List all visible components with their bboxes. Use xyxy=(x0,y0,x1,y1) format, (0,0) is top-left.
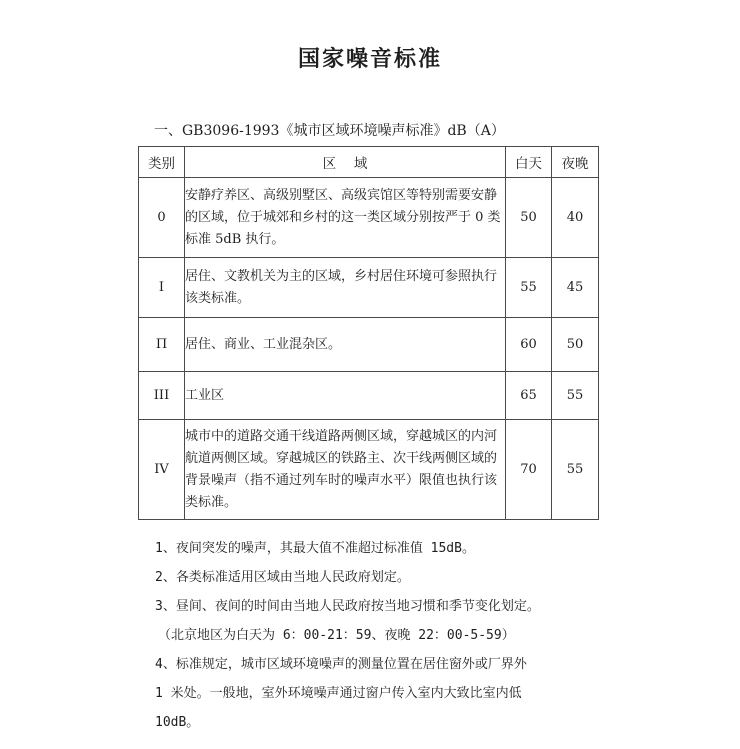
row-area: 居住、商业、工业混杂区。 xyxy=(185,318,506,372)
row-day: 60 xyxy=(506,318,552,372)
row-day: 70 xyxy=(506,420,552,520)
row-category: Π xyxy=(139,318,185,372)
row-night: 40 xyxy=(552,178,599,258)
row-area: 城市中的道路交通干线道路两侧区域，穿越城区的内河航道两侧区域。穿越城区的铁路主、次干线两侧区域的背景噪声（指不通过列车时的噪声水平）限值也执行该类标准。 xyxy=(185,420,506,520)
note-4-line-1: 4、标准规定，城市区域环境噪声的测量位置在居住窗外或厂界外 xyxy=(155,657,527,672)
header-area: 区 域 xyxy=(185,147,506,178)
note-4-line-2: 1 米处。一般地，室外环境噪声通过窗户传入室内大致比室内低 xyxy=(155,686,522,701)
table-row xyxy=(139,258,599,318)
row-category: 0 xyxy=(139,178,185,258)
row-night: 55 xyxy=(552,420,599,520)
row-day: 65 xyxy=(506,372,552,420)
table-header-row xyxy=(139,147,599,178)
table-row xyxy=(139,178,599,258)
noise-standard-table xyxy=(138,146,599,520)
note-2: 2、各类标准适用区域由当地人民政府划定。 xyxy=(155,570,410,585)
note-3-detail: （北京地区为白天为 6：00-21：59、夜晚 22：00-5-59） xyxy=(158,628,515,643)
table-row xyxy=(139,318,599,372)
row-night: 50 xyxy=(552,318,599,372)
row-day: 50 xyxy=(506,178,552,258)
page-title: 国家噪音标准 xyxy=(297,47,442,72)
header-category: 类别 xyxy=(139,147,185,178)
row-category: III xyxy=(139,372,185,420)
header-day: 白天 xyxy=(506,147,552,178)
row-night: 55 xyxy=(552,372,599,420)
section-subtitle: 一、GB3096-1993《城市区域环境噪声标准》dB（A） xyxy=(154,123,505,139)
row-night: 45 xyxy=(552,258,599,318)
row-category: IV xyxy=(139,420,185,520)
notes-section xyxy=(155,534,605,737)
note-1: 1、夜间突发的噪声，其最大值不准超过标准值 15dB。 xyxy=(155,541,475,556)
table-row xyxy=(139,420,599,520)
note-3: 3、昼间、夜间的时间由当地人民政府按当地习惯和季节变化划定。 xyxy=(155,599,540,614)
row-area: 安静疗养区、高级别墅区、高级宾馆区等特别需要安静的区域，位于城郊和乡村的这一类区域分别按严于 0 类标准 5dB 执行。 xyxy=(185,178,506,258)
note-4-line-3: 10dB。 xyxy=(155,715,200,730)
table-row xyxy=(139,372,599,420)
row-area: 居住、文教机关为主的区域，乡村居住环境可参照执行该类标准。 xyxy=(185,258,506,318)
row-category: I xyxy=(139,258,185,318)
header-night: 夜晚 xyxy=(552,147,599,178)
row-day: 55 xyxy=(506,258,552,318)
row-area: 工业区 xyxy=(185,372,506,420)
